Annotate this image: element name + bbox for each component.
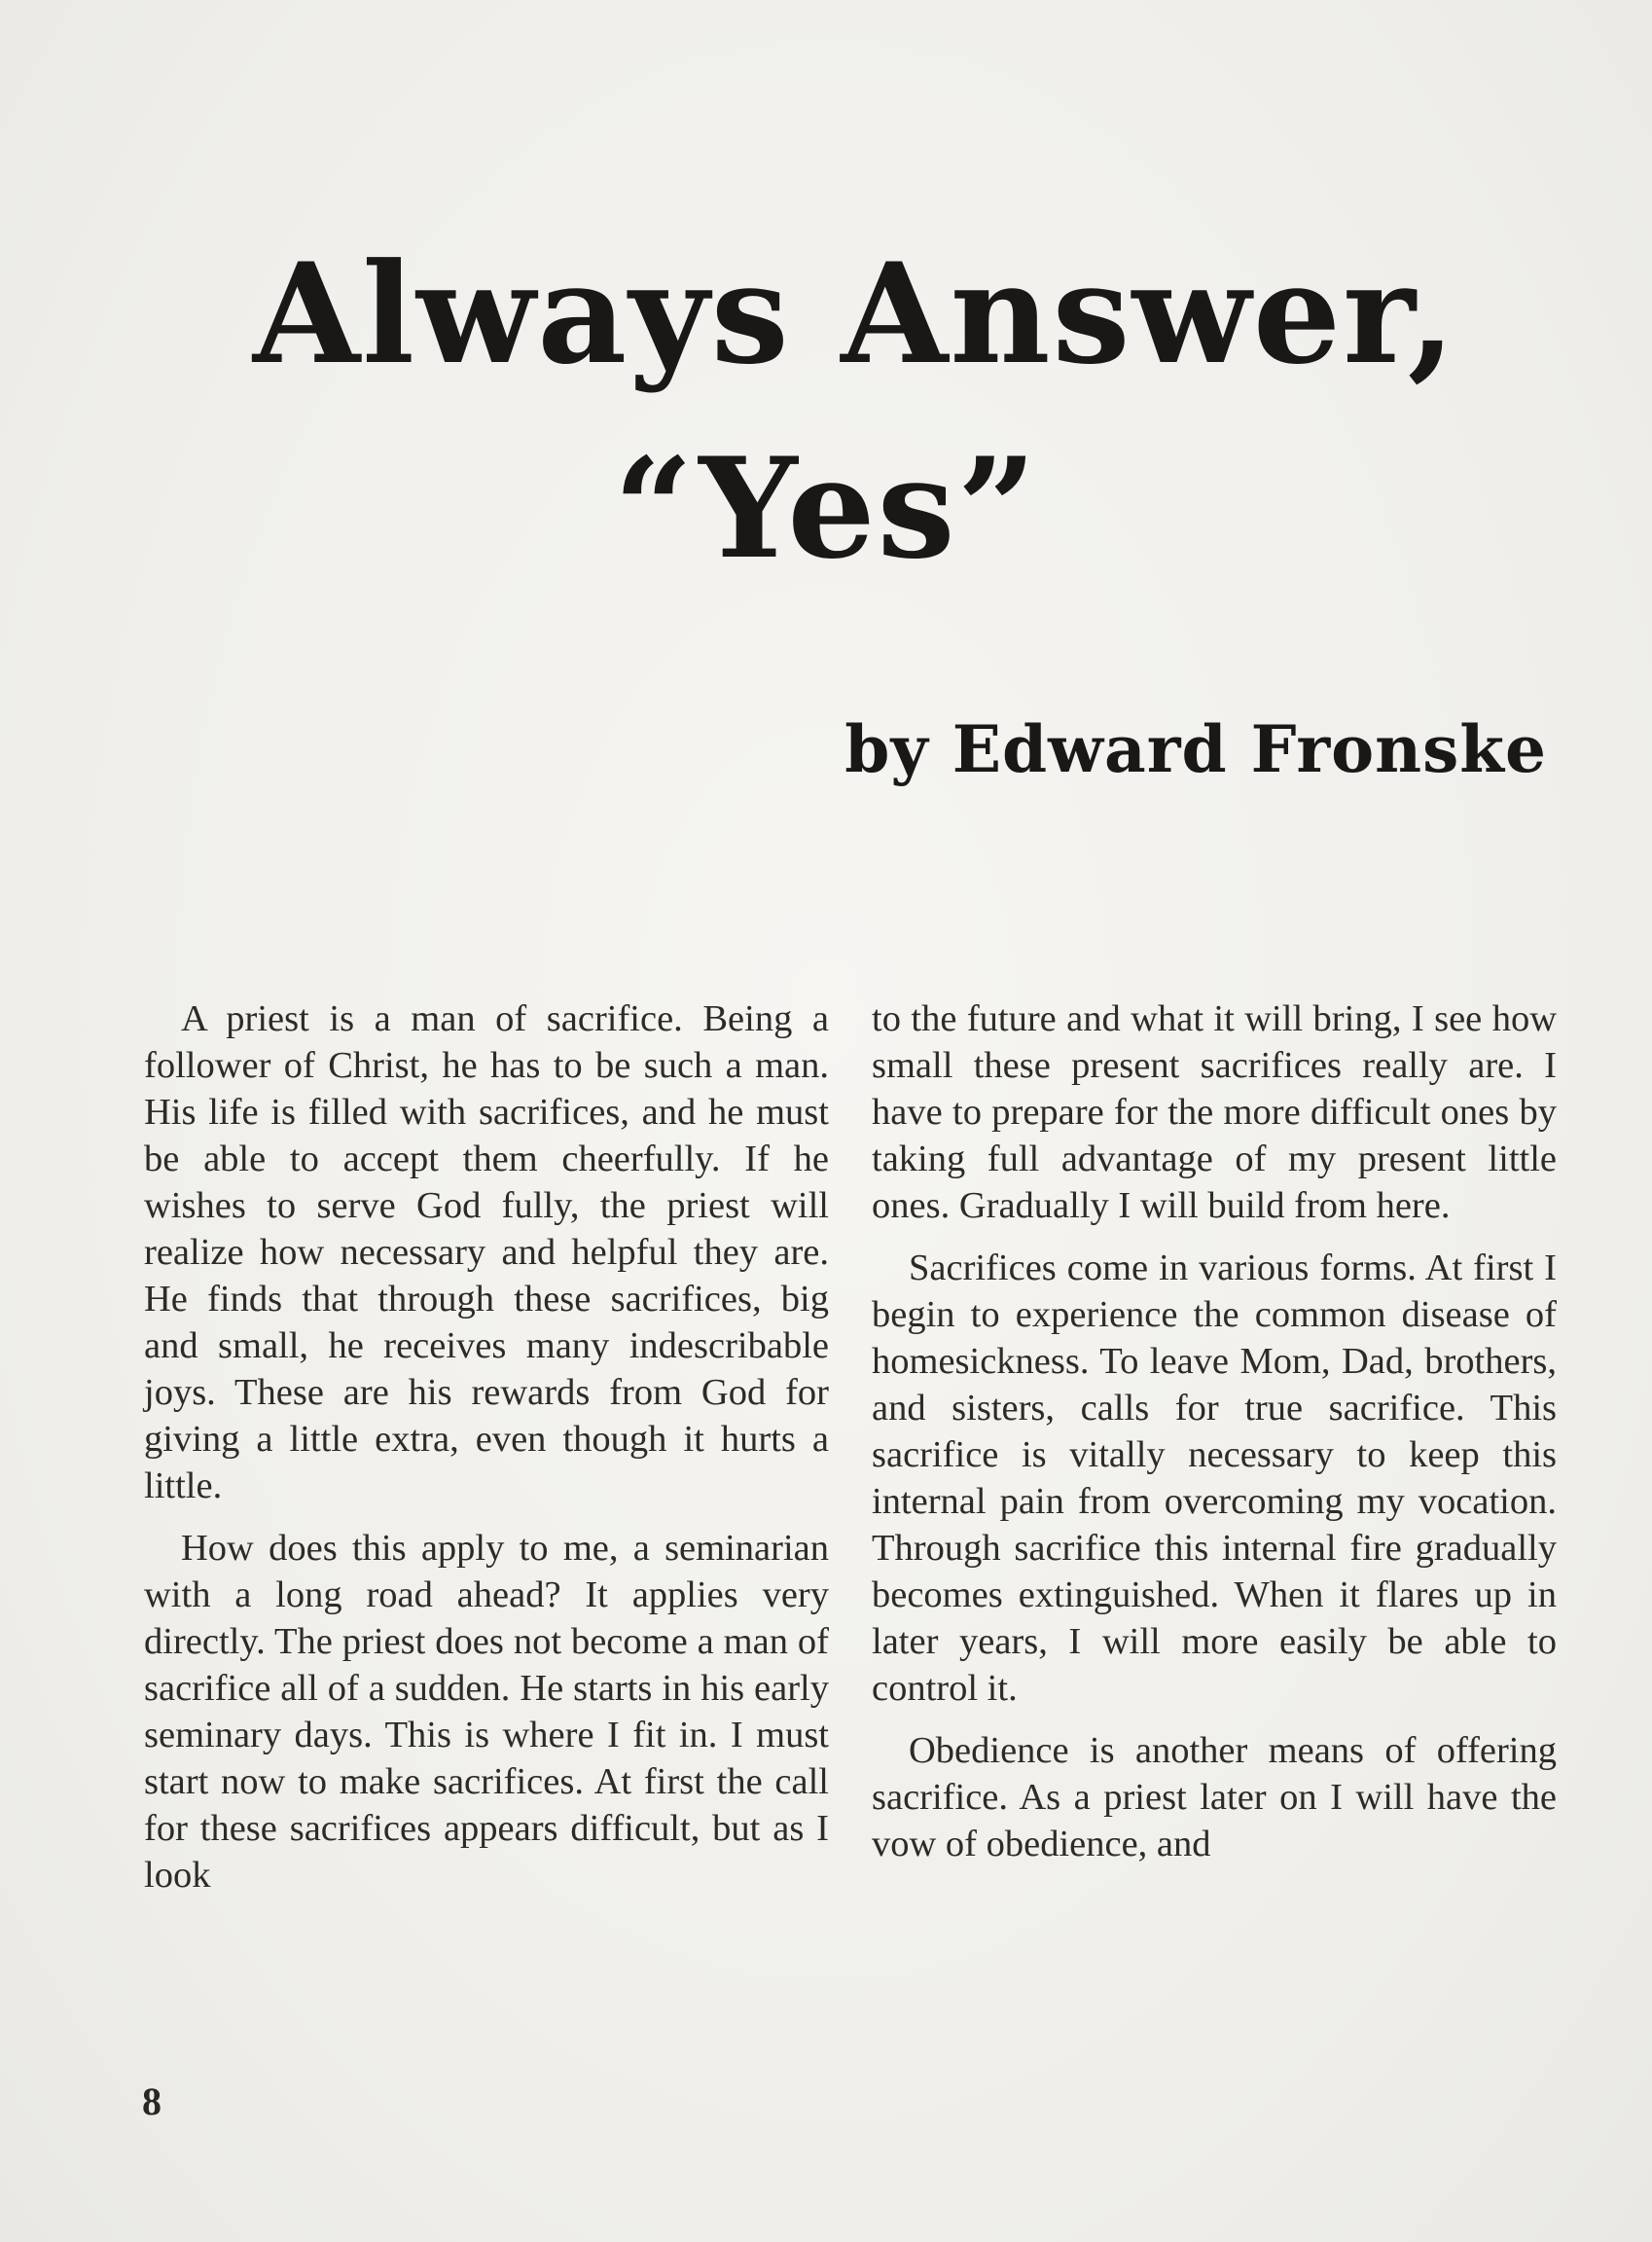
article-byline: by Edward Fronske bbox=[844, 711, 1547, 787]
article-title-line-1: Always Answer, bbox=[252, 234, 1458, 395]
paragraph-homesickness: Sacrifices come in various forms. At first I begin to experience the common disease of homesickness. To leave Mom, Dad, brothers, and sisters, calls for true sacrifice. This sacrifice is vitally necessary to keep this internal pain from overcoming my vocation. Through sacrifice this internal fire gradually becomes extinguished. When it flares up in later years, I will more easily be able to control it. bbox=[872, 1248, 1557, 1709]
paragraph-sacrifice-intro: A priest is a man of sacrifice. Being a follower of Christ, he has to be such a man. His life is filled with sacrifices, and he must be able to accept them cheerfully. If he wishes to serve God fully, the priest will realize how necessary and helpful they are. He finds that through these sacrifices, big and small, he receives many indescribable joys. These are his rewards from God for giving a little extra, even though it hurts a little. bbox=[144, 998, 829, 1506]
article-title-line-2: “Yes” bbox=[613, 428, 1039, 590]
paragraph-future: to the future and what it will bring, I see how small these present sacrifices really are. I have to prepare for the more difficult ones by taking full advantage of my present little ones. Gradually I will build from here. bbox=[872, 998, 1557, 1226]
left-text-column bbox=[144, 995, 829, 1914]
page-number: 8 bbox=[142, 2079, 162, 2123]
paragraph-obedience: Obedience is another means of offering sacrifice. As a priest later on I will have the vow of obedience, and bbox=[872, 1730, 1557, 1864]
right-text-column bbox=[872, 995, 1557, 1883]
paragraph-seminarian: How does this apply to me, a seminarian with a long road ahead? It applies very directly. The priest does not become a man of sacrifice all of a sudden. He starts in his early seminary days. This is where I fit in. I must start now to make sacrifices. At first the call for these sacrifices appears difficult, but as I look bbox=[144, 1528, 829, 1896]
